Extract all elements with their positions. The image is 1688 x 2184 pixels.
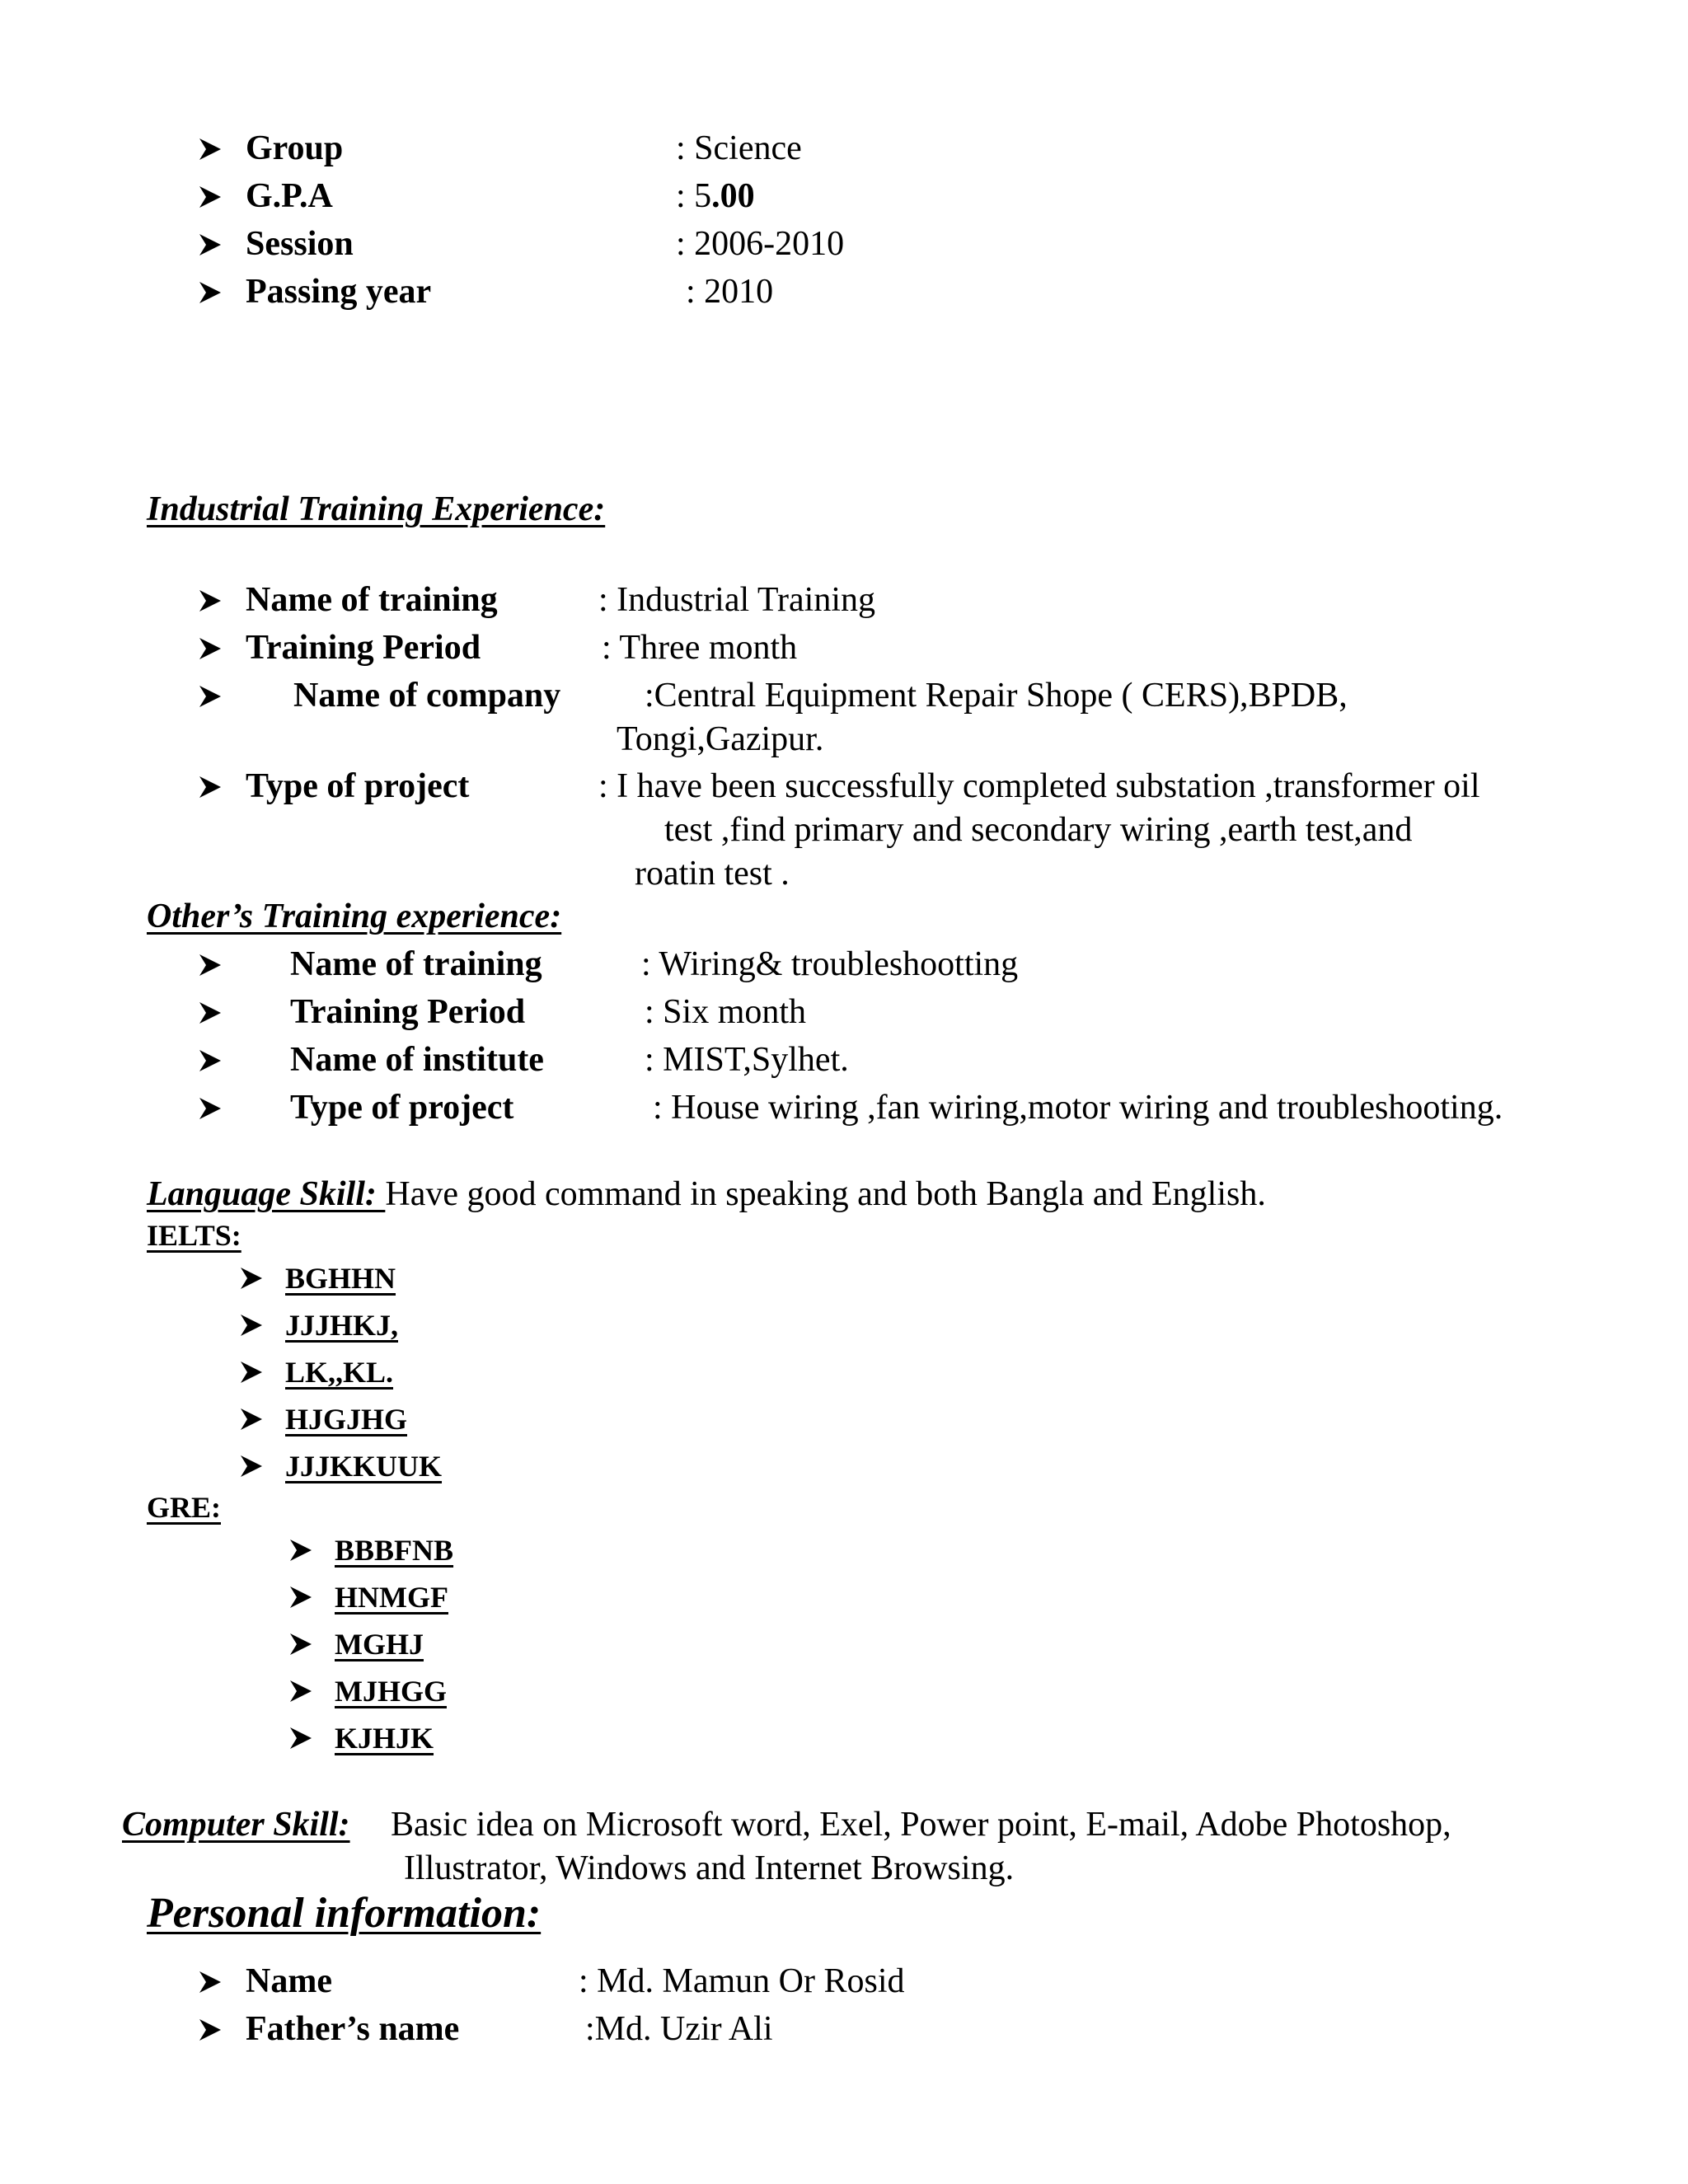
arrow-bullet-icon: [198, 636, 223, 661]
industrial-training-heading: Industrial Training Experience:: [147, 490, 606, 528]
project-type-value-line2: test ,find primary and secondary wiring ,earth test,and: [664, 811, 1413, 849]
arrow-bullet-icon: [288, 1632, 312, 1655]
gre-item: MJHGG: [335, 1675, 447, 1708]
arrow-bullet-icon: [198, 684, 223, 709]
training-name-label: Name of training: [246, 581, 498, 619]
group-label: Group: [246, 129, 344, 167]
arrow-bullet-icon: [198, 588, 223, 613]
arrow-bullet-icon: [239, 1454, 262, 1477]
arrow-bullet-icon: [198, 953, 223, 977]
company-name-value-line2: Tongi,Gazipur.: [617, 720, 824, 758]
arrow-bullet-icon: [198, 280, 223, 305]
language-skill-heading: Language Skill:: [147, 1175, 386, 1213]
other-project-type-label: Type of project: [290, 1089, 514, 1127]
name-label: Name: [246, 1962, 332, 2000]
arrow-bullet-icon: [198, 1970, 223, 1994]
institute-name-value: : MIST,Sylhet.: [645, 1041, 849, 1079]
arrow-bullet-icon: [288, 1538, 312, 1561]
fathers-name-label: Father’s name: [246, 2010, 460, 2048]
training-period-value: : Three month: [602, 629, 798, 667]
company-name-value: :Central Equipment Repair Shope ( CERS),BPDB,: [645, 677, 1348, 715]
institute-name-label: Name of institute: [290, 1041, 544, 1079]
passing-year-label: Passing year: [246, 273, 432, 311]
passing-year-value: : 2010: [686, 273, 774, 311]
project-type-value: : I have been successfully completed substation ,transformer oil: [598, 767, 1480, 805]
gre-item: KJHJK: [335, 1722, 434, 1755]
language-skill-text: Have good command in speaking and both Bangla and English.: [385, 1175, 1266, 1213]
ielts-heading: IELTS:: [147, 1219, 241, 1252]
ielts-item: JJJHKJ,: [285, 1309, 399, 1342]
other-project-type-value: : House wiring ,fan wiring,motor wiring and troubleshooting.: [653, 1089, 1503, 1127]
personal-information-heading: Personal information:: [147, 1890, 542, 1937]
computer-skill-text-line2: Illustrator, Windows and Internet Browsing.: [404, 1849, 1015, 1887]
arrow-bullet-icon: [288, 1585, 312, 1608]
arrow-bullet-icon: [239, 1407, 262, 1430]
gre-item: BBBFNB: [335, 1534, 454, 1567]
gre-heading: GRE:: [147, 1491, 221, 1524]
group-value: : Science: [676, 129, 802, 167]
ielts-item: BGHHN: [285, 1262, 396, 1295]
other-training-name-value: : Wiring& troubleshootting: [641, 945, 1019, 983]
arrow-bullet-icon: [288, 1679, 312, 1702]
arrow-bullet-icon: [288, 1726, 312, 1749]
training-period-label: Training Period: [246, 629, 481, 667]
project-type-value-line3: roatin test .: [635, 855, 790, 893]
other-training-period-value: : Six month: [645, 993, 807, 1031]
training-name-value: : Industrial Training: [598, 581, 876, 619]
gre-item: MGHJ: [335, 1628, 424, 1661]
arrow-bullet-icon: [198, 2018, 223, 2042]
arrow-bullet-icon: [198, 137, 223, 162]
ielts-item: LK,,KL.: [285, 1356, 394, 1389]
gre-item: HNMGF: [335, 1581, 448, 1614]
arrow-bullet-icon: [239, 1266, 262, 1289]
gpa-label: G.P.A: [246, 177, 333, 215]
company-name-label: Name of company: [293, 677, 561, 715]
session-value: : 2006-2010: [676, 225, 845, 263]
arrow-bullet-icon: [198, 1096, 223, 1121]
arrow-bullet-icon: [198, 185, 223, 209]
name-value: : Md. Mamun Or Rosid: [579, 1962, 905, 2000]
computer-skill-text-line1: Basic idea on Microsoft word, Exel, Power point, E-mail, Adobe Photoshop,: [391, 1806, 1451, 1844]
arrow-bullet-icon: [239, 1313, 262, 1336]
language-skill-line: [147, 1174, 1266, 1214]
other-training-period-label: Training Period: [290, 993, 526, 1031]
arrow-bullet-icon: [198, 232, 223, 257]
gpa-value: : 5.00: [676, 177, 755, 215]
session-label: Session: [246, 225, 354, 263]
fathers-name-value: :Md. Uzir Ali: [585, 2010, 773, 2048]
arrow-bullet-icon: [198, 775, 223, 799]
project-type-label: Type of project: [246, 767, 470, 805]
ielts-item: JJJKKUUK: [285, 1450, 443, 1483]
arrow-bullet-icon: [198, 1001, 223, 1025]
arrow-bullet-icon: [198, 1048, 223, 1073]
arrow-bullet-icon: [239, 1360, 262, 1383]
other-training-heading: Other’s Training experience:: [147, 898, 562, 935]
ielts-item: HJGJHG: [285, 1403, 408, 1436]
computer-skill-heading: Computer Skill:: [122, 1806, 350, 1844]
other-training-name-label: Name of training: [290, 945, 542, 983]
